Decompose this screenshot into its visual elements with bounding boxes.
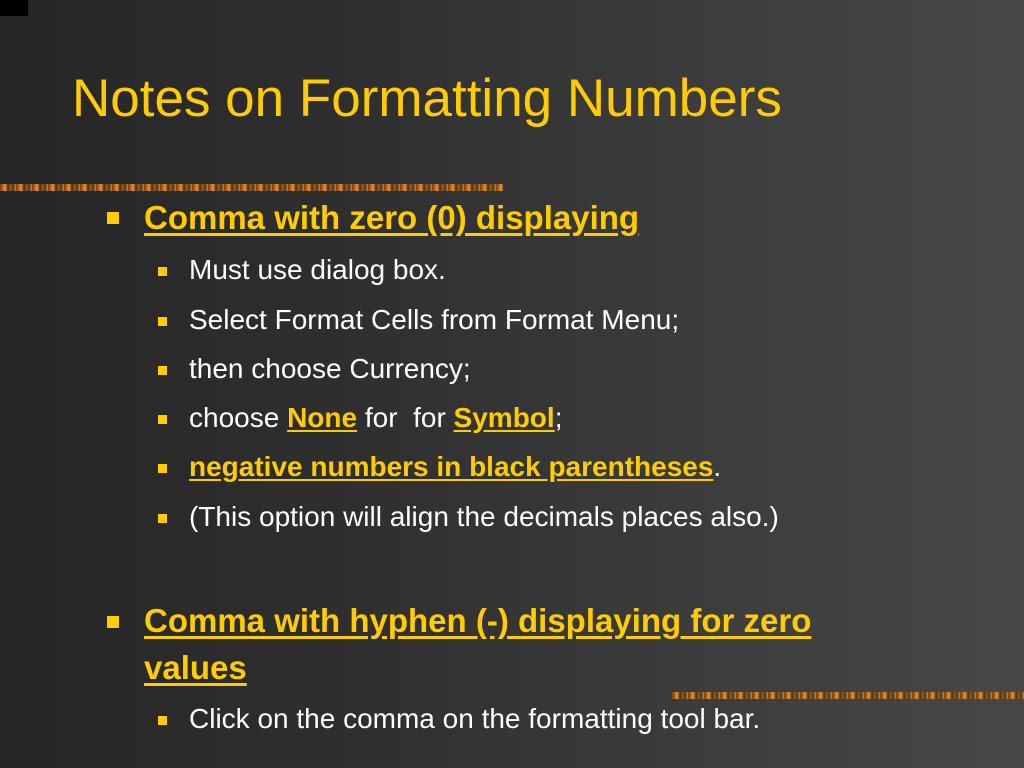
sub-bullet-square-icon [158,267,167,276]
sub-bullet-1: Must use dialog box. [189,254,446,285]
bullet-heading-2-line-1: Comma with hyphen (-) displaying for zero [144,602,812,639]
sub-bullet-square-icon [158,514,167,523]
bullet-heading-1: Comma with zero (0) displaying [144,199,640,236]
symbol-highlight: Symbol [453,402,555,433]
slide-title: Notes on Formatting Numbers [72,69,782,128]
sub-bullet-3: then choose Currency; [189,353,471,384]
none-highlight: None [287,402,358,433]
sub-bullet-square-icon [158,415,167,424]
negative-numbers-highlight: negative numbers in black parentheses [189,451,714,482]
sub-bullet-square-icon [158,366,167,375]
sub-bullet-5-end: . [713,451,722,482]
sub-bullet-4-text-c: ; [554,402,563,433]
bullet-square-icon [107,212,119,224]
sub-bullet-square-icon [158,716,167,725]
sub-bullet-5 [189,451,721,483]
sub-bullet-7: Click on the comma on the formatting tool bar. [189,703,761,734]
sub-bullet-square-icon [158,464,167,473]
sub-bullet-6: (This option will align the decimals places also.) [189,501,779,532]
sub-bullet-4 [189,402,562,434]
sub-bullet-2: Select Format Cells from Format Menu; [189,304,680,335]
bullet-square-icon [107,616,119,628]
sub-bullet-4-text-b: for for [357,402,454,433]
sub-bullet-4-text-a: choose [189,402,288,433]
bullet-heading-2-line-2: values [144,649,247,686]
sub-bullet-square-icon [158,317,167,326]
